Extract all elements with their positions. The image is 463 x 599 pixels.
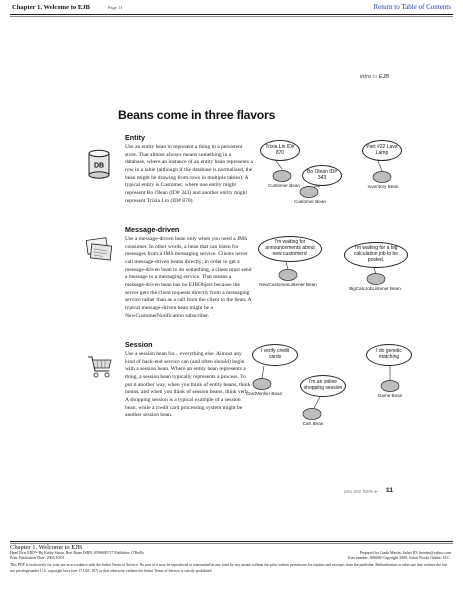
page-number: 11 — [385, 487, 393, 494]
customer-bean-label-2: Customer Bean — [294, 199, 326, 204]
header-divider-thin — [10, 16, 453, 17]
section-tag-middle: to — [372, 74, 378, 80]
entity-paragraph: Use an entity bean to represent a thing in a persistent store. That almost always means something in a database, where an instance of an entity bean represents a row in a table (although if the database is normalized, the bean might be drawing from rows in multiple tables). A typical entity is Customer, where one entity might represent Bo Olean (ID# 343) and another entity might represent Trixia Lin (ID# 870). — [125, 144, 253, 204]
cart-bean-label: Cart Bean — [302, 421, 324, 426]
footer-prepared-for: Prepared for Linda Martin, Safari ID: lmartin@yahoo.com — [359, 551, 451, 555]
new-customer-listener-label: NewCustomerListener Bean — [259, 282, 317, 287]
session-bean-drawings — [250, 342, 418, 434]
genetic-matching-bubble: I do genetic matching — [366, 344, 412, 366]
footer-book-info — [10, 551, 144, 561]
card-verifier-bubble: I verify credit cards — [252, 344, 298, 366]
shopping-cart-icon — [86, 353, 114, 386]
new-customer-bubble: I'm waiting for announcements about new customers! — [258, 236, 322, 262]
you-are-here-label: you are here ▸ — [343, 489, 377, 495]
message-driven-paragraph: Use a message-driven bean only when you need a JMS consumer. In other words, a bean that can listen for messages from a JMS messaging service. Clients never call message-driven beans directly; in order to get a message-driven bean to do something, a client must send a message to a messaging service. That means a message-driven bean has no EJBObject because the server gets the client requests directly from a messaging service rather than as a call from the client to the bean. A typical message-driven bean might be a NewCustomerNotification subscriber. — [125, 236, 252, 319]
return-to-toc-link[interactable]: Return to Table of Contents — [373, 3, 451, 11]
entity-diagram — [258, 139, 410, 219]
header-chapter-title: Chapter 1. Welcome to EJB — [12, 4, 90, 11]
footer-legal-notice: This PDF is exclusively for your use in accordance with the Safari Terms of Service. No part of it may be reproduced or transmitted in any form by any means without the prior written permission for reprints and excerpts from the publisher. Redistribution or other use that violates the fair use privilege under U.S. copyright laws (see 17 USC 107) or that otherwise violates the Safari Terms of Service is strictly prohibited. — [10, 563, 448, 573]
database-cylinder-icon — [87, 149, 111, 184]
session-diagram — [245, 342, 418, 434]
session-heading: Session — [125, 340, 153, 349]
footer-user-info — [348, 551, 451, 561]
header-divider — [10, 14, 453, 15]
shopping-session-bubble: I'm an online shopping session — [300, 375, 346, 397]
card-verifier-bean-label: CardVerifier Bean — [245, 391, 283, 396]
footer-chapter-title: Chapter 1. Welcome to EJB — [10, 544, 83, 551]
session-paragraph: Use a session bean for... everything else. Almost any kind of back-end service can (and often should) begin with a session bean. Where an entity bean represents a thing, a session bean typically represents a process. To put it another way, when you think of entity beans, think nouns, and when you think of session beans, think verb. A shopping session is a typical example of a session bean, while a credit card processing system might be another session bean. — [125, 351, 251, 419]
messages-icon — [86, 236, 114, 269]
footer-divider — [10, 541, 453, 542]
inventory-bean-label: Inventory Bean — [367, 184, 399, 189]
bo-olean-bubble: Bo Olean ID# 343 — [302, 165, 342, 186]
section-tag-suffix: EJB — [378, 74, 389, 80]
page-title: Beans come in three flavors — [118, 108, 276, 122]
message-driven-description — [125, 236, 253, 320]
entity-description — [125, 144, 253, 205]
game-bean-label: Game Bean — [377, 393, 403, 398]
footer-publication-date: Print Publication Date: 2003/10/01 — [10, 556, 65, 561]
entity-bean-drawings — [258, 139, 410, 219]
big-calc-job-bubble: I'm waiting for a big calculation job to be posted. — [344, 242, 408, 268]
footer-copyright: User number: 896469 Copyright 2008, Safari Books Online, LLC. — [347, 556, 451, 561]
customer-bean-label-1: Customer Bean — [268, 183, 300, 188]
trixia-lin-bubble: Trixia Lin ID# 870 — [260, 140, 300, 161]
session-description — [125, 351, 253, 420]
entity-heading: Entity — [125, 133, 145, 142]
message-driven-diagram — [258, 236, 418, 296]
big-calc-job-listener-label: BigCalcJobListener Bean — [349, 286, 401, 291]
message-driven-heading: Message-driven — [125, 225, 180, 234]
lava-lamp-bubble: Part #22 Lava Lamp — [362, 140, 402, 161]
svg-text:DB: DB — [93, 162, 105, 170]
section-tag-prefix: intro — [360, 74, 371, 80]
footer-book-line: Head First EJB™ By Kathy Sierra, Bert Bates ISBN: 0596005717 Publisher: O'Reilly — [10, 551, 145, 555]
section-tag — [360, 74, 389, 80]
header-page-number: Page 11 — [108, 5, 123, 10]
